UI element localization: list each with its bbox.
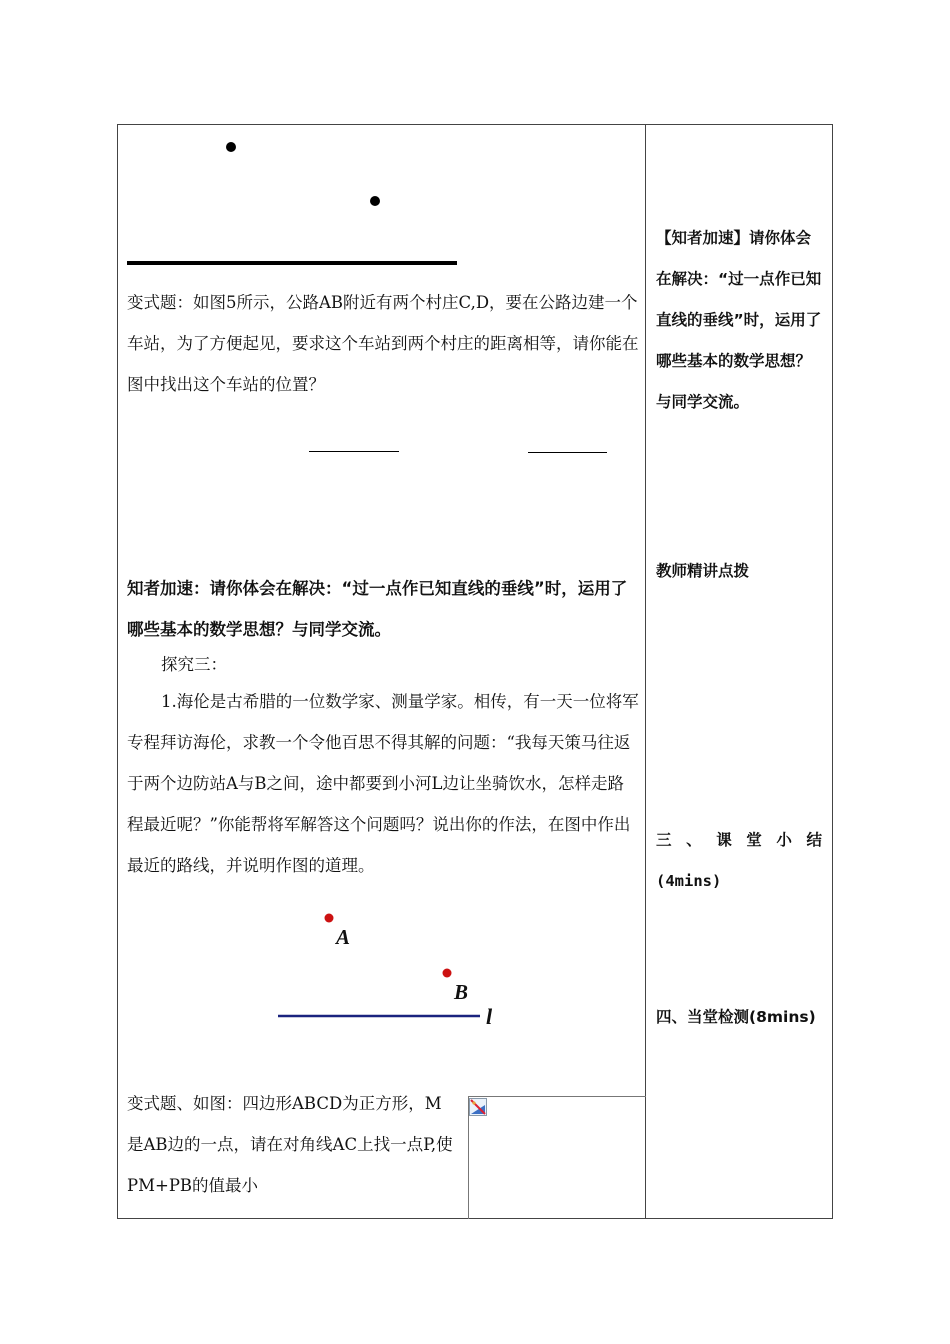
- explore-heading: 探究三：: [161, 655, 227, 674]
- road-line: [127, 261, 457, 265]
- variant-question-2: 变式题、如图：四边形ABCD为正方形，M是AB边的一点，请在对角线AC上找一点P,使PM+PB的值最小: [127, 1094, 453, 1195]
- point-a: [325, 914, 334, 923]
- column-divider: [645, 124, 646, 1219]
- sidebar-test: 四、当堂检测(8mins): [656, 1008, 816, 1026]
- sidebar-insight: 【知者加速】请你体会在解决：“过一点作已知直线的垂线”时，运用了哪些基本的数学思想？与同学交流。: [656, 229, 822, 411]
- figure-cell: [468, 1096, 646, 1219]
- answer-blank: [309, 451, 399, 452]
- broken-image-icon: [469, 1098, 487, 1116]
- label-a: A: [336, 925, 351, 949]
- insight-prompt: 知者加速：请你体会在解决：“过一点作已知直线的垂线”时，运用了哪些基本的数学思想？与同学交流。: [127, 579, 628, 639]
- label-b: B: [454, 980, 469, 1004]
- sidebar-summary-time: (4mins): [656, 872, 722, 890]
- sidebar-summary-title: 三、课堂小结: [656, 831, 822, 849]
- variant-question-1: 变式题：如图5所示，公路AB附近有两个村庄C,D，要在公路边建一个车站，为了方便起见，要求这个车站到两个村庄的距离相等，请你能在图中找出这个车站的位置？: [127, 293, 639, 394]
- label-l: l: [486, 1004, 493, 1029]
- river-figure: [270, 900, 510, 1040]
- sidebar-teacher: 教师精讲点拨: [656, 562, 750, 580]
- village-point: [370, 196, 380, 206]
- point-b: [443, 969, 452, 978]
- answer-blank: [528, 452, 607, 453]
- village-point: [226, 142, 236, 152]
- heron-problem: 1.海伦是古希腊的一位数学家、测量学家。相传，有一天一位将军专程拜访海伦，求教一个令他百思不得其解的问题：“我每天策马往返于两个边防站A与B之间，途中都要到小河L边让坐骑饮水，怎样走路程最近呢？”你能帮将军解答这个问题吗？说出你的作法，在图中作出最近的路线，并说明作图的道理。: [127, 692, 639, 875]
